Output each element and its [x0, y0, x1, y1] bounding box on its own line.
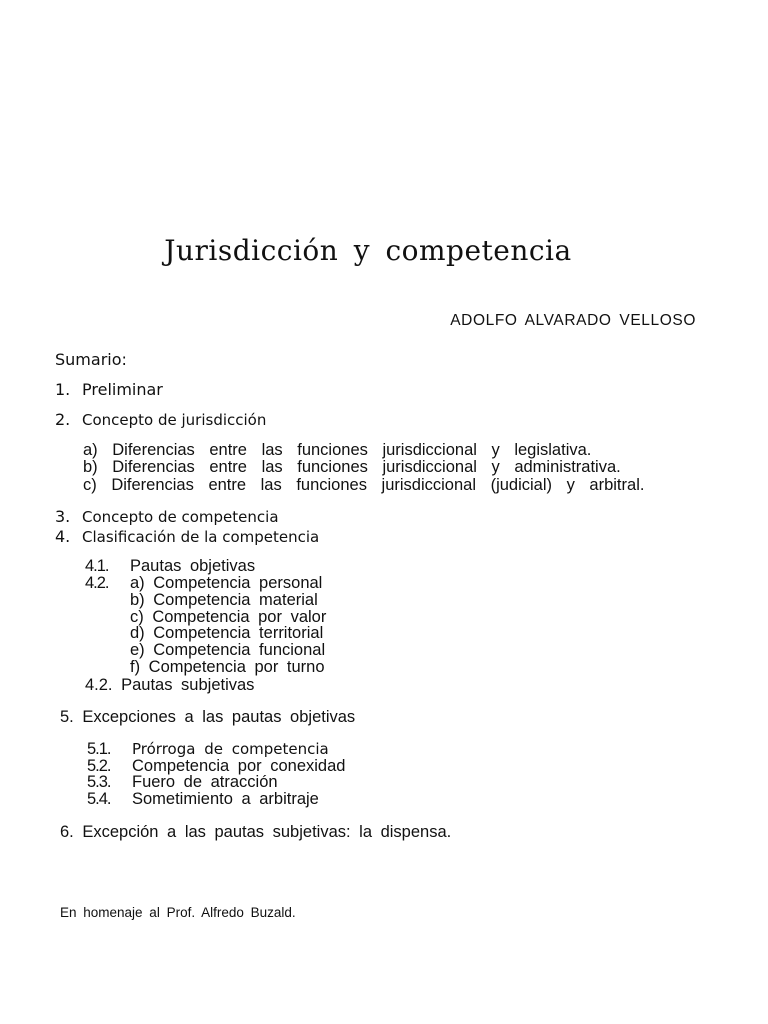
toc-item-4	[55, 527, 319, 546]
toc-item-2c: c) Diferencias entre las funciones jurisdiccional (judicial) y arbitral.	[83, 476, 645, 494]
toc-text: Preliminar	[82, 380, 163, 399]
toc-item-1	[55, 380, 163, 399]
toc-number: 5.3.	[87, 773, 111, 791]
toc-number: 5.1.	[87, 740, 111, 758]
toc-text: Pautas objetivas	[130, 557, 256, 575]
toc-number: 4.	[55, 527, 71, 546]
toc-text: Fuero de atracción	[132, 773, 278, 791]
toc-number: 3.	[55, 507, 71, 526]
toc-text: Prórroga de competencia	[132, 740, 329, 758]
toc-number: 5.2.	[87, 757, 111, 775]
toc-item-3	[55, 507, 279, 526]
document-title: Jurisdicción y competencia	[164, 234, 572, 267]
toc-number: 4.2.	[85, 574, 109, 592]
toc-item-4-2e: e) Competencia funcional	[130, 641, 326, 659]
toc-number: 4.1.	[85, 557, 109, 575]
toc-text: a) Competencia personal	[130, 574, 323, 592]
toc-number: 5.4.	[87, 790, 111, 808]
author-name: ADOLFO ALVARADO VELLOSO	[450, 312, 696, 329]
toc-number: 2.	[55, 410, 71, 429]
toc-item-4-2-subjective: 4.2. Pautas subjetivas	[85, 676, 255, 694]
toc-item-2	[55, 410, 266, 429]
toc-item-4-2c: c) Competencia por valor	[130, 608, 327, 626]
toc-number: 1.	[55, 380, 71, 399]
toc-item-4-2f: f) Competencia por turno	[130, 658, 325, 676]
toc-text: Clasificación de la competencia	[82, 528, 320, 546]
toc-item-4-2b: b) Competencia material	[130, 591, 318, 609]
dedication-footnote: En homenaje al Prof. Alfredo Buzald.	[60, 905, 296, 920]
toc-text: Concepto de competencia	[82, 508, 279, 526]
toc-item-4-2d: d) Competencia territorial	[130, 624, 324, 642]
toc-item-5: 5. Excepciones a las pautas objetivas	[60, 708, 356, 726]
toc-item-2a: a) Diferencias entre las funciones jurisdiccional y legislativa.	[83, 441, 592, 459]
toc-item-6: 6. Excepción a las pautas subjetivas: la dispensa.	[60, 823, 452, 841]
toc-item-2b: b) Diferencias entre las funciones jurisdiccional y administrativa.	[83, 458, 621, 476]
toc-text: Concepto de jurisdicción	[82, 411, 267, 429]
toc-text: Competencia por conexidad	[132, 757, 346, 775]
summary-label: Sumario:	[55, 350, 127, 369]
toc-item-5-4	[87, 790, 319, 809]
toc-text: Sometimiento a arbitraje	[132, 790, 319, 808]
